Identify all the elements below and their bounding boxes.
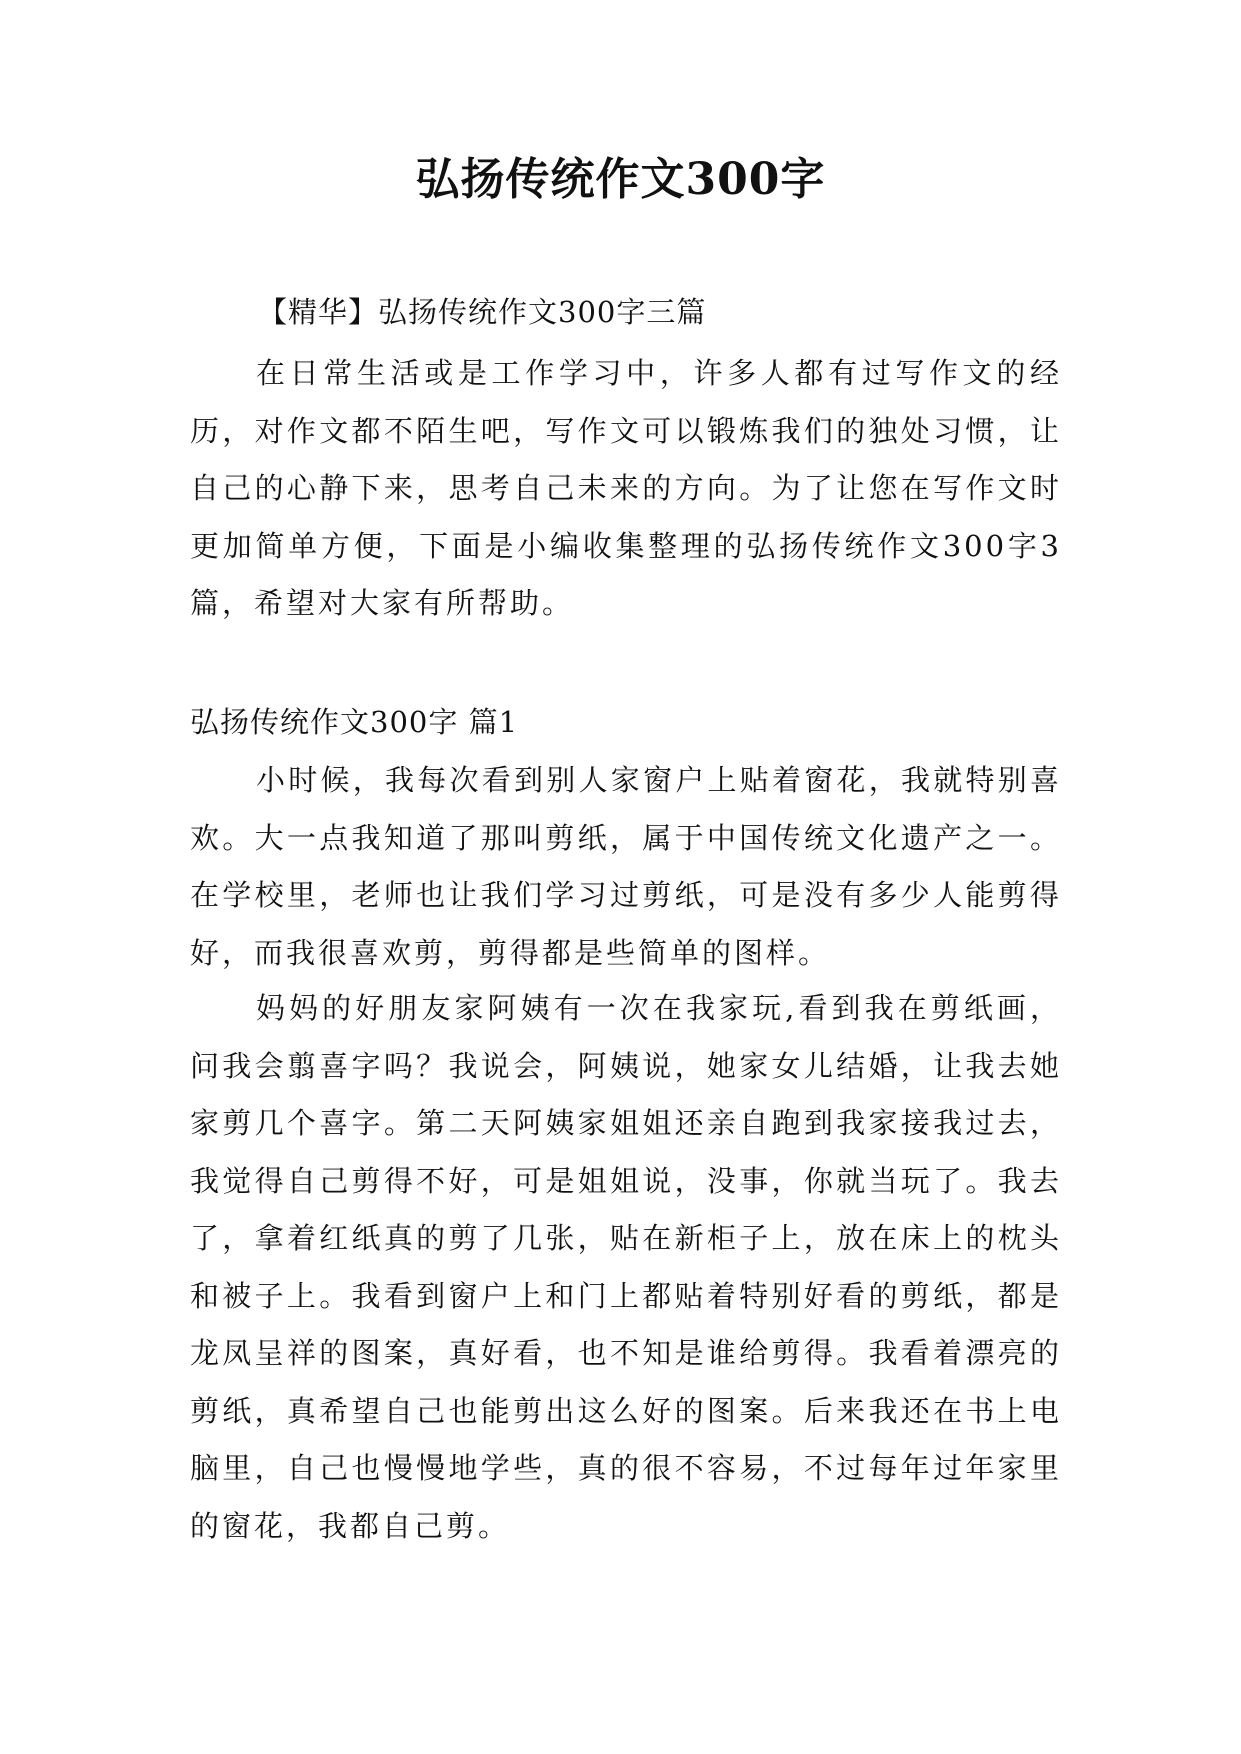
intro-paragraph: 在日常生活或是工作学习中，许多人都有过写作文的经历，对作文都不陌生吧，写作文可以锻炼我们的独处习惯，让自己的心静下来，思考自己未来的方向。为了让您在写作文时更加简单方便，下面是小编收集整理的弘扬传统作文300字3篇，希望对大家有所帮助。 bbox=[190, 356, 1062, 620]
section-heading: 弘扬传统作文300字 篇1 bbox=[190, 705, 519, 739]
essay-paragraph: 小时候，我每次看到别人家窗户上贴着窗花，我就特别喜欢。大一点我知道了那叫剪纸，属于中国传统文化遗产之一。在学校里，老师也让我们学习过剪纸，可是没有多少人能剪得好，而我很喜欢剪，剪得都是些简单的图样。 bbox=[190, 763, 1062, 970]
essay-paragraph: 妈妈的好朋友家阿姨有一次在我家玩,看到我在剪纸画，问我会翦喜字吗？我说会，阿姨说，她家女儿结婚，让我去她家剪几个喜字。第二天阿姨家姐姐还亲自跑到我家接我过去，我觉得自己剪得不好，可是姐姐说，没事，你就当玩了。我去了，拿着红纸真的剪了几张，贴在新柜子上，放在床上的枕头和被子上。我看到窗户上和门上都贴着特别好看的剪纸，都是龙凤呈祥的图案，真好看，也不知是谁给剪得。我看着漂亮的剪纸，真希望自己也能剪出这么好的图案。后来我还在书上电脑里，自己也慢慢地学些，真的很不容易，不过每年过年家里的窗花，我都自己剪。 bbox=[190, 991, 1062, 1543]
intro-heading: 【精华】弘扬传统作文300字三篇 bbox=[258, 295, 707, 329]
document-title: 弘扬传统作文300字 bbox=[415, 154, 826, 205]
